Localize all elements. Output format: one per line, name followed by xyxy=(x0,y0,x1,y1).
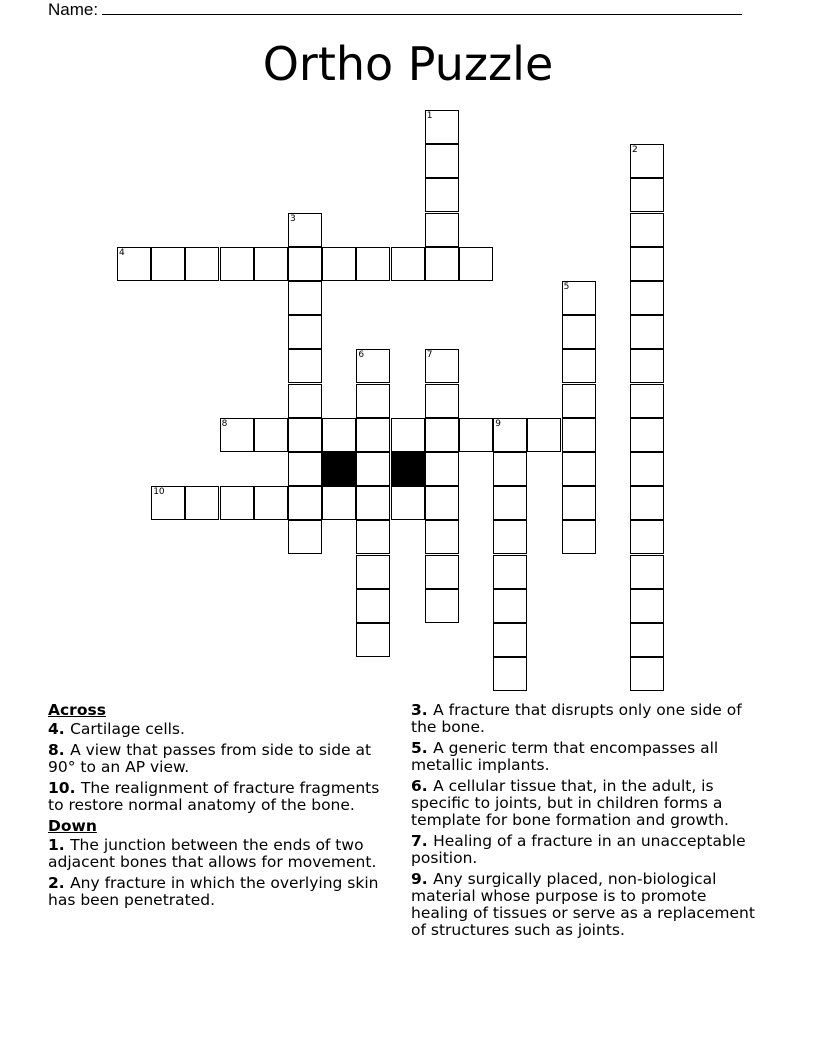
grid-cell[interactable] xyxy=(425,349,459,383)
grid-cell[interactable] xyxy=(459,247,493,281)
clue-item xyxy=(411,833,761,867)
puzzle-title: Ortho Puzzle xyxy=(262,37,554,91)
grid-cell[interactable] xyxy=(562,418,596,452)
clue-item-number: 4. xyxy=(48,720,71,738)
grid-cell[interactable] xyxy=(493,452,527,486)
grid-cell[interactable] xyxy=(356,623,390,657)
grid-cell[interactable] xyxy=(356,520,390,554)
grid-cell[interactable] xyxy=(322,247,356,281)
grid-cell[interactable] xyxy=(288,315,322,349)
clue-item-text: A generic term that encompasses all metallic implants. xyxy=(411,739,719,774)
grid-cell[interactable] xyxy=(425,178,459,212)
grid-cell[interactable] xyxy=(630,178,664,212)
grid-cell[interactable] xyxy=(425,247,459,281)
grid-cell[interactable] xyxy=(630,623,664,657)
clue-item xyxy=(411,871,761,939)
grid-cell[interactable] xyxy=(630,247,664,281)
grid-cell[interactable] xyxy=(391,486,425,520)
grid-cell[interactable] xyxy=(288,452,322,486)
clue-number: 8 xyxy=(221,418,228,429)
clue-number: 9 xyxy=(495,418,501,429)
grid-cell[interactable] xyxy=(425,144,459,178)
grid-cell[interactable] xyxy=(630,144,664,178)
clue-item-text: A view that passes from side to side at 90° to an AP view. xyxy=(48,741,372,776)
grid-cell[interactable] xyxy=(562,520,596,554)
clue-number: 4 xyxy=(119,247,125,258)
grid-cell[interactable] xyxy=(493,520,527,554)
grid-cell[interactable] xyxy=(425,384,459,418)
down-clue-list xyxy=(48,837,398,909)
clue-number: 2 xyxy=(632,145,638,156)
clue-number: 3 xyxy=(290,213,296,224)
grid-cell[interactable] xyxy=(288,520,322,554)
clue-item-number: 9. xyxy=(411,870,434,888)
grid-cell[interactable] xyxy=(562,315,596,349)
grid-cell[interactable] xyxy=(425,589,459,623)
grid-cell[interactable] xyxy=(288,384,322,418)
clue-item-number: 3. xyxy=(411,701,434,719)
grid-cell[interactable] xyxy=(185,486,219,520)
clue-item-text: Any surgically placed, non-biological material whose purpose is to promote healing of tissues or serve as a replacement of structures such as joints. xyxy=(411,870,755,939)
clue-item-text: A fracture that disrupts only one side of the bone. xyxy=(411,701,742,736)
grid-cell[interactable] xyxy=(220,418,254,452)
grid-cell[interactable] xyxy=(151,486,185,520)
grid-cell[interactable] xyxy=(562,452,596,486)
grid-cell[interactable] xyxy=(356,555,390,589)
across-clue-list xyxy=(48,721,398,814)
grid-cell[interactable] xyxy=(630,349,664,383)
grid-cell[interactable] xyxy=(356,452,390,486)
grid-cell[interactable] xyxy=(562,281,596,315)
clue-number: 1 xyxy=(426,111,433,121)
grid-cell[interactable] xyxy=(630,452,664,486)
clue-item xyxy=(411,702,761,736)
grid-cell[interactable] xyxy=(493,418,527,452)
grid-cell[interactable] xyxy=(391,418,425,452)
clue-item-number: 6. xyxy=(411,777,434,795)
grid-cell[interactable] xyxy=(527,418,561,452)
grid-cell[interactable] xyxy=(493,657,527,691)
down-heading: Down xyxy=(48,817,97,835)
black-cell xyxy=(322,452,356,486)
clue-item xyxy=(48,742,398,776)
clue-number: 7 xyxy=(426,350,433,361)
clue-number: 5 xyxy=(563,282,570,292)
grid-cell[interactable] xyxy=(356,486,390,520)
clue-item xyxy=(48,780,398,814)
grid-cell[interactable] xyxy=(630,520,664,554)
clue-item xyxy=(411,778,761,829)
clue-item xyxy=(411,740,761,774)
grid-cell[interactable] xyxy=(562,486,596,520)
grid-cell[interactable] xyxy=(493,623,527,657)
clue-item xyxy=(48,875,398,909)
grid-cell[interactable] xyxy=(562,349,596,383)
grid-cell[interactable] xyxy=(630,315,664,349)
clue-number: 10 xyxy=(153,487,165,498)
grid-cell[interactable] xyxy=(254,418,288,452)
grid-cell[interactable] xyxy=(425,452,459,486)
grid-cell[interactable] xyxy=(630,281,664,315)
grid-cell[interactable] xyxy=(254,247,288,281)
clue-item-number: 1. xyxy=(48,836,71,854)
grid-cell[interactable] xyxy=(425,418,459,452)
grid-cell[interactable] xyxy=(288,213,322,247)
grid-cell[interactable] xyxy=(322,486,356,520)
clue-item-text: Any fracture in which the overlying skin has been penetrated. xyxy=(48,874,379,909)
clues-right-column xyxy=(411,702,761,943)
grid-cell[interactable] xyxy=(630,486,664,520)
grid-cell[interactable] xyxy=(630,384,664,418)
grid-cell[interactable] xyxy=(117,247,151,281)
grid-cell[interactable] xyxy=(493,486,527,520)
clue-item-text: Healing of a fracture in an unacceptable position. xyxy=(411,832,746,867)
clue-item-number: 8. xyxy=(48,741,71,759)
grid-cell[interactable] xyxy=(630,418,664,452)
grid-cell[interactable] xyxy=(425,486,459,520)
grid-cell[interactable] xyxy=(254,486,288,520)
grid-cell[interactable] xyxy=(630,555,664,589)
grid-cell[interactable] xyxy=(425,520,459,554)
clue-item-text: Cartilage cells. xyxy=(70,720,185,738)
grid-cell[interactable] xyxy=(185,247,219,281)
grid-cell[interactable] xyxy=(322,418,356,452)
grid-cell[interactable] xyxy=(493,589,527,623)
grid-cell[interactable] xyxy=(562,384,596,418)
grid-cell[interactable] xyxy=(288,349,322,383)
grid-cell[interactable] xyxy=(220,486,254,520)
grid-cell[interactable] xyxy=(356,247,390,281)
grid-cell[interactable] xyxy=(288,281,322,315)
grid-cell[interactable] xyxy=(151,247,185,281)
clue-number: 6 xyxy=(358,350,365,361)
grid-cell[interactable] xyxy=(425,213,459,247)
grid-cell[interactable] xyxy=(356,349,390,383)
grid-cell[interactable] xyxy=(356,418,390,452)
name-label: Name: xyxy=(48,0,99,19)
grid-cell[interactable] xyxy=(630,657,664,691)
clue-item-number: 2. xyxy=(48,874,71,892)
black-cell xyxy=(391,452,425,486)
grid-cell[interactable] xyxy=(425,110,459,144)
clue-item xyxy=(48,721,398,738)
grid-cell[interactable] xyxy=(630,589,664,623)
grid-cell[interactable] xyxy=(220,247,254,281)
clue-item-text: The junction between the ends of two adjacent bones that allows for movement. xyxy=(48,836,377,871)
clue-item-text: The realignment of fracture fragments to restore normal anatomy of the bone. xyxy=(48,779,380,814)
clue-item-number: 10. xyxy=(48,779,81,797)
grid-cell[interactable] xyxy=(459,418,493,452)
clue-item xyxy=(48,837,398,871)
clue-item-number: 7. xyxy=(411,832,434,850)
grid-cell[interactable] xyxy=(493,555,527,589)
clue-item-text: A cellular tissue that, in the adult, is specific to joints, but in children forms a template for bone formation and growth. xyxy=(411,777,729,829)
clue-item-number: 5. xyxy=(411,739,434,757)
grid-cell[interactable] xyxy=(425,555,459,589)
grid-cell[interactable] xyxy=(630,213,664,247)
grid-cell[interactable] xyxy=(356,589,390,623)
down-clue-list-continued xyxy=(411,702,761,939)
grid-cell[interactable] xyxy=(391,247,425,281)
grid-cell[interactable] xyxy=(288,486,322,520)
grid-cell[interactable] xyxy=(356,384,390,418)
grid-cell[interactable] xyxy=(288,247,322,281)
grid-cell[interactable] xyxy=(288,418,322,452)
across-heading: Across xyxy=(48,701,106,719)
clues-left-column xyxy=(48,702,398,913)
